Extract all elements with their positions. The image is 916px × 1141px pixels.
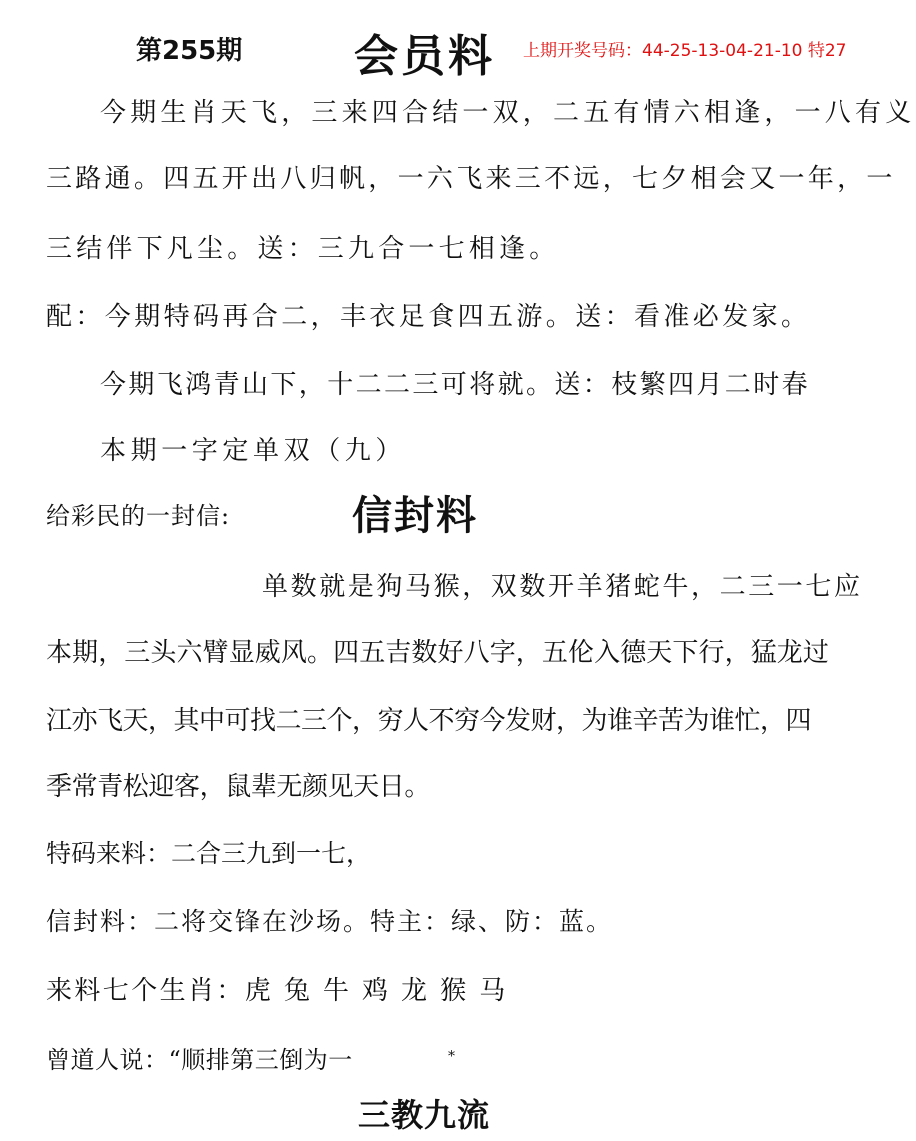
verse-line: 三路通。四五开出八归帆，一六飞来三不远，七夕相会又一年，一 <box>46 164 896 194</box>
issue-number: 第255期 <box>136 36 243 66</box>
note-line: 信封料：二将交锋在沙场。特主：绿、防：蓝。 <box>46 907 614 936</box>
envelope-line: 本期，三头六臂显威风。四五吉数好八字，五伦入德天下行，猛龙过 <box>46 638 830 668</box>
envelope-line: 单数就是狗马猴，双数开羊猪蛇牛，二三一七应 <box>262 572 863 602</box>
note-line: 特码来料：二合三九到一七， <box>46 839 372 868</box>
verse-line: 三结伴下凡尘。送：三九合一七相逢。 <box>46 234 560 264</box>
verse-line: 今期生肖天飞，三来四合结一双，二五有情六相逢，一八有义 <box>100 98 916 128</box>
footer-title: 三教九流 <box>358 1096 491 1134</box>
verse-line: 今期飞鸿青山下，十二二三可将就。送：枝繁四月二时春 <box>100 370 811 400</box>
envelope-line: 江亦飞天，其中可找二三个，穷人不穷今发财，为谁辛苦为谁忙，四 <box>46 706 812 736</box>
note-line: 曾道人说：“顺排第三倒为一 <box>46 1046 353 1074</box>
previous-draw-result: 上期开奖号码：44-25-13-04-21-10 特27 <box>523 41 847 61</box>
page-title: 会员料 <box>354 31 495 82</box>
envelope-line: 季常青松迎客，鼠辈无颜见天日。 <box>46 772 431 802</box>
note-line: 来料七个生肖：虎 兔 牛 鸡 龙 猴 马 <box>46 976 508 1006</box>
verse-line: 配：今期特码再合二，丰衣足食四五游。送：看准必发家。 <box>46 302 811 332</box>
verse-line: 本期一字定单双（九） <box>100 436 407 466</box>
letter-label: 给彩民的一封信: <box>46 502 231 530</box>
envelope-title: 信封料 <box>352 492 478 539</box>
stray-mark: ⁎ <box>448 1044 455 1060</box>
